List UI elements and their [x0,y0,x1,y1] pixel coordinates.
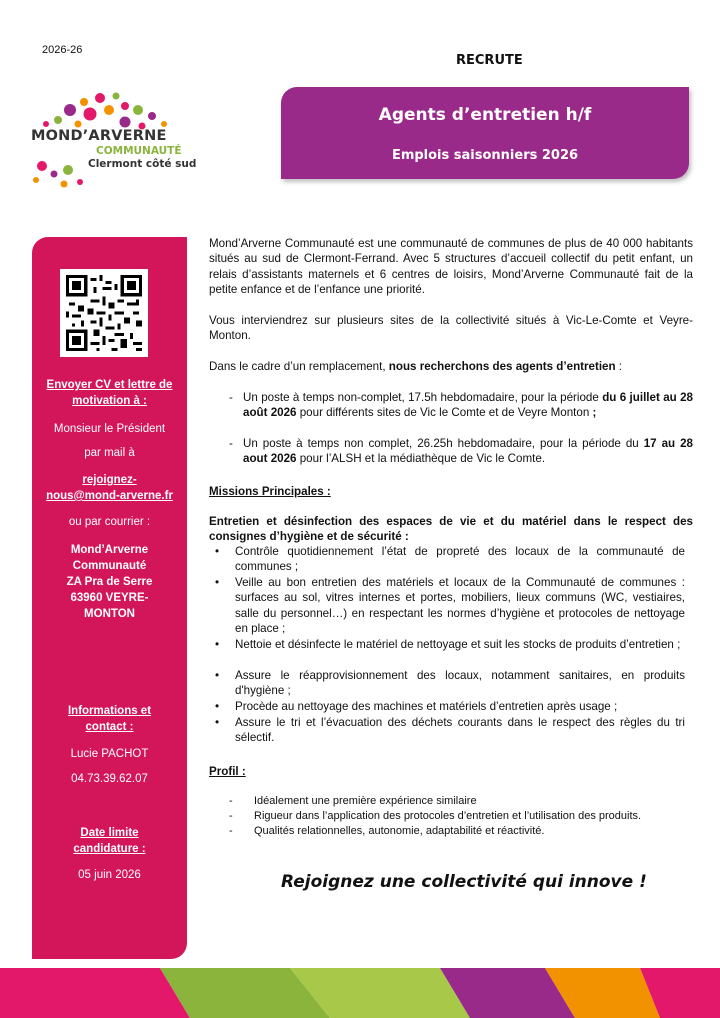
post1-part-c: pour différents sites de Vic le Comte et de Veyre Monton [296,406,593,420]
mission-item: • Veille au bon entretien des matériels et locaux de la Communauté de communes : surfaces au sol, vitres internes et portes, mobiliers, lieux communs (WC, vestiaires, salle du personnel…) en respectant les normes d’hygiène et protocoles de nettoyage en place ; [215,576,685,636]
dash-bullet: - [229,825,233,837]
dash-bullet: - [229,437,233,450]
mission-item: • Procède au nettoyage des machines et matériels d’entretien après usage ; [215,700,618,713]
deadline-heading-line1: Date limite [80,827,139,839]
info-heading-line2: contact : [85,721,134,733]
sites-paragraph: Vous interviendrez sur plusieurs sites de la collectivité situés à Vic-Le-Comte et Veyre-Monton. [209,314,693,343]
footer-color-band [0,968,720,1018]
post2-part-a: Un poste à temps non complet, 26.25h hebdomadaire, pour la période du [243,437,644,450]
context-prefix: Dans le cadre d’un remplacement, [209,360,389,373]
missions-heading: Missions Principales : [209,485,331,498]
address-line: 63960 VEYRE- [70,592,149,604]
send-heading-line1: Envoyer CV et lettre de [46,379,173,391]
dash-bullet: - [229,810,233,822]
post-2 [243,436,693,467]
address-line: Communauté [72,560,147,572]
post-1 [243,390,693,421]
post1-part-d: ; [592,406,597,420]
intro-paragraph: Mond’Arverne Communauté est une communauté de communes de plus de 40 000 habitants situés au sud de Clermont-Ferrand. Avec 5 structures d’accueil collectif du petit enfant, un relais d’assistants maternels et 6 centres de loisirs, Mond’Arverne Communauté fait de la petite enfance et de l’enfance une priorité. [209,237,693,297]
reference-number: 2026-26 [42,44,83,56]
email-link-line1[interactable]: rejoignez- [82,474,137,486]
contact-phone: 04.73.39.62.07 [71,773,148,785]
by-mail-label: par mail à [84,447,135,459]
address-line: MONTON [84,608,135,620]
send-heading-line2: motivation à : [72,395,147,407]
profil-item: Idéalement une première expérience similaire [254,795,477,807]
deadline-heading-line2: candidature : [73,843,146,855]
recipient: Monsieur le Président [53,423,166,435]
context-paragraph [209,359,693,374]
title-banner [281,87,689,179]
deadline-date: 05 juin 2026 [78,869,141,881]
logo-name: MOND’ARVERNE [31,128,167,144]
mission-item: • Assure le réapprovisionnement des locaux, notamment sanitaires, en produits d'hygiène ; [215,669,685,698]
job-subtitle: Emplois saisonniers 2026 [391,148,579,163]
post1-part-a: Un poste à temps non-complet, 17.5h hebdomadaire, pour la période [243,391,603,404]
logo-communaute: COMMUNAUTÉ [96,145,182,157]
by-post-label: ou par courrier : [68,516,151,528]
logo-tagline: Clermont côté sud [88,158,197,170]
address-line: Mond’Arverne [70,544,149,556]
profil-item: Rigueur dans l’application des protocoles d’entretien et l’utilisation des produits. [254,810,642,822]
contact-sidebar [32,237,187,959]
post2-part-c: pour l’ALSH et la médiathèque de Vic le Comte. [296,452,546,466]
email-link-line2[interactable]: nous@mond-arverne.fr [46,490,173,502]
profil-item: Qualités relationnelles, autonomie, adaptabilité et réactivité. [254,825,545,837]
contact-name: Lucie PACHOT [70,748,149,760]
post1-part-b: du 6 juillet au 28 août 2026 [243,391,693,420]
qr-code-icon[interactable] [60,269,148,357]
missions-intro: Entretien et désinfection des espaces de vie et du matériel dans le respect des consignes d’hygiène et de sécurité : [209,515,693,544]
profil-heading: Profil : [209,765,246,778]
context-suffix: : [615,360,623,373]
mission-item: • Contrôle quotidiennement l’état de propreté des locaux de la communauté de communes ; [215,545,685,574]
slogan: Rejoignez une collectivité qui innove ! [281,872,647,892]
address-line: ZA Pra de Serre [66,576,153,588]
dash-bullet: - [229,795,233,807]
dash-bullet: - [229,391,233,404]
context-bold: nous recherchons des agents d’entretien [388,360,616,373]
post2-part-b: 17 au 28 aout 2026 [243,437,693,466]
recrute-label: RECRUTE [456,53,523,68]
info-heading-line1: Informations et [67,705,152,717]
job-title: Agents d’entretien h/f [378,105,592,125]
mission-item: • Assure le tri et l’évacuation des déchets courants dans le respect des règles du tri sélectif. [215,716,685,745]
mission-item: • Nettoie et désinfecte le matériel de nettoyage et suit les stocks de produits d’entretien ; [215,638,681,651]
mond-arverne-logo [28,88,198,190]
